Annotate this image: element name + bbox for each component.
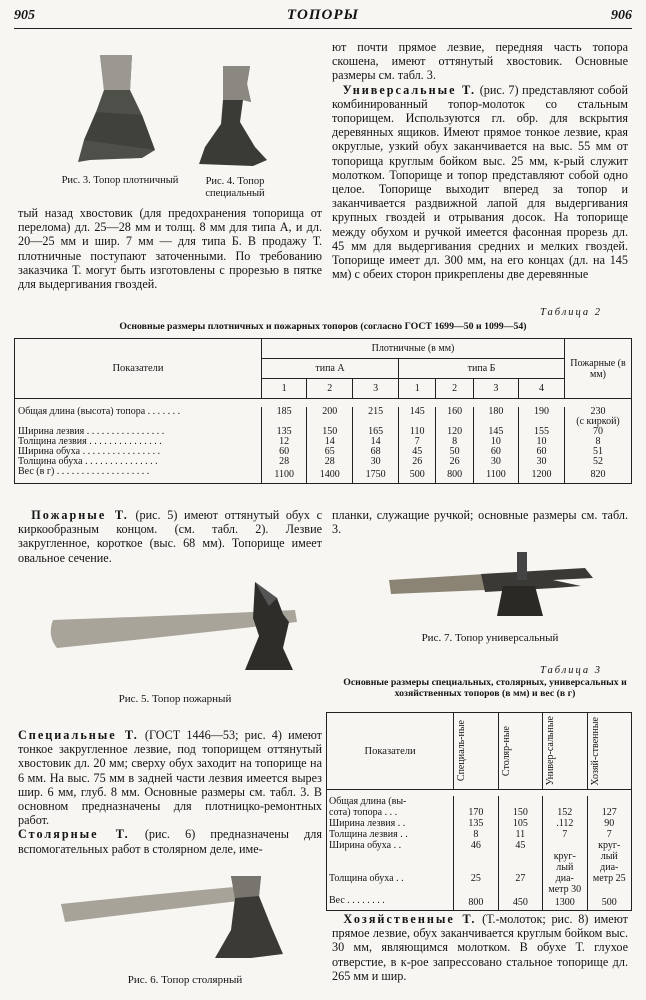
table-2-cell: 14 [353,437,399,447]
table-2 [14,338,632,484]
table-2-cell: 8 [436,437,473,447]
table-2-cell: (с киркой) [565,417,632,427]
table-2-cell: 135 [262,427,307,437]
table-3-cell [587,796,631,807]
table-2-cell: 1100 [262,467,307,484]
table-3-cell [498,884,542,895]
table-2-cell: 1750 [353,467,399,484]
table-3-cell: 135 [454,818,498,829]
figure-4-caption: Рис. 4. Топор специальный [205,176,265,199]
table-3-cell: лый [587,851,631,862]
table-2-cell: 190 [519,407,565,417]
table-3-cell: 90 [587,818,631,829]
household-axes-lead: Хозяйственные Т. [343,912,477,926]
universal-axes-text: (рис. 7) представляют собой комбинированный топор-молоток со стальным топорищем. Используются гл. обр. для вскрытия деревянных ящиков. Имеют прямое тонкое лезвие, края округлые, узкий обух заканчивается на выс. 55 мм от топорища круглым бойком выс. 25 мм, к-рый служит молотком. Топорище и топор представляют собой одно целое. Топорище выходит вперед за топор и заканчивается раздвижной лапой для выдергивания крупных гвоздей и отрывания досок. На топорище между обухом и ручкой имеется фасонная прорезь дл. 45 мм для выдергивания средних и мелких гвоздей. Топорище имеет дл. 300 мм, на его концах (дл. на 145 мм) с обеих сторон прикреплены две деревянные [332,82,629,282]
table-2-cell: 145 [473,427,518,437]
table-3 [326,712,632,911]
page-number-right: 906 [611,8,632,23]
paragraph-special-axes [18,728,322,856]
table-3-cell: 152 [543,807,587,818]
table-2-cell: 68 [353,447,399,457]
figure-4-special-axe [195,62,285,172]
table-2-cell: 200 [307,407,353,417]
table-2-header-param: Показатели [15,339,262,399]
paragraph-fire-axes [18,508,322,565]
table-2-cell: 230 [565,407,632,417]
table-2-cell: 28 [262,457,307,467]
table-2-cell: 150 [307,427,353,437]
table-3-cell [498,862,542,873]
table-2-cell: 8 [565,437,632,447]
table-2-cell: 60 [262,447,307,457]
paragraph-household-axes [332,912,628,983]
table-2-cell: 30 [353,457,399,467]
table-2-cell: 165 [353,427,399,437]
figure-6-caption: Рис. 6. Топор столярный [127,974,243,986]
table-3-cell: .112 [543,818,587,829]
table-2-header-type-a: типа А [262,359,399,379]
table-2-subcol: 3 [353,379,399,399]
table-2-cell: 800 [436,467,473,484]
table-2-cell: 820 [565,467,632,484]
table-2-subcol: 1 [262,379,307,399]
table-row [15,467,632,484]
table-3-cell: 150 [498,807,542,818]
table-3-cell [454,862,498,873]
fire-axes-text: (рис. 5) имеют оттянутый обух с киркообразным концом. (см. табл. 2). Лезвие закругленное, короткое (выс. 68 мм). Топорище имеет овальное сечение. [18,508,322,565]
joiner-axes-lead: Столярные Т. [18,827,130,842]
table-3-row-label: сота) топора . . . [327,807,454,818]
table-3-cell: 25 [454,873,498,884]
table-2-row-label: Толщина обуха . . . . . . . . . . . . . . . [15,457,262,467]
table-2-title: Основные размеры плотничных и пожарных топоров (согласно ГОСТ 1699—50 и 1099—54) [119,321,527,332]
figure-7-universal-axe [385,550,595,625]
table-3-cell: диа- [543,873,587,884]
table-2-row-label: Вес (в г) . . . . . . . . . . . . . . . . . . . [15,467,262,484]
table-2-subcol: 1 [399,379,436,399]
table-3-cell: 8 [454,829,498,840]
table-2-header-fire: Пожарные (в мм) [565,339,632,399]
table-2-cell: 155 [519,427,565,437]
table-2-cell: 160 [436,407,473,417]
table-2-cell: 28 [307,457,353,467]
table-3-row-label: Вес . . . . . . . . [327,895,454,911]
table-3-cell: 46 [454,840,498,851]
table-3-label: Таблица 3 [540,665,603,676]
figure-5-fire-axe [45,578,305,683]
table-row [15,407,632,417]
table-3-cell: 45 [498,840,542,851]
table-3-cell: метр 30 [543,884,587,895]
paragraph-right-column [332,40,628,281]
table-2-row-label: Ширина лезвия . . . . . . . . . . . . . . . . [15,427,262,437]
table-row [327,862,632,873]
table-3-header-col: Специаль-ные [456,720,468,782]
table-row [327,895,632,911]
special-axes-text: (ГОСТ 1446—53; рис. 4) имеют тонкое закругленное лезвие, под топорищем оттянутый хвостовик дл. 20 мм; сверху обух заходит на топорище на 6 мм. На выс. 75 мм в задней части лезвия имеется вырез шир. 6 мм, глуб. 8 мм. Основные размеры см. табл. 3. В основном предназначены для плотницко-ремонтных работ. [18,728,322,828]
table-3-cell [454,851,498,862]
table-2-cell: 30 [473,457,518,467]
table-3-cell: 450 [498,895,542,911]
table-2-subcol: 3 [473,379,518,399]
table-3-cell: 1300 [543,895,587,911]
table-3-cell: 170 [454,807,498,818]
table-3-header-col: Универ-сальные [545,716,557,786]
running-title: ТОПОРЫ [286,7,360,23]
page-header [14,6,632,29]
table-3-row-label: Толщина обуха . . [327,873,454,884]
table-row [327,851,632,862]
table-3-cell [587,884,631,895]
table-3-cell: 500 [587,895,631,911]
table-2-row-label: Толщина лезвия . . . . . . . . . . . . . . . [15,437,262,447]
table-2-cell: 14 [307,437,353,447]
fire-axes-lead: Пожарные Т. [31,508,129,522]
table-2-cell: 10 [519,437,565,447]
table-3-row-label: Ширина лезвия . . [327,818,454,829]
table-2-cell: 10 [473,437,518,447]
table-3-cell [498,796,542,807]
figure-3-carpenter-axe [70,50,180,165]
table-2-header-type-b: типа Б [399,359,565,379]
table-2-cell: 26 [399,457,436,467]
table-3-cell: 7 [587,829,631,840]
table-3-cell: круг- [587,840,631,851]
table-2-cell: 60 [519,447,565,457]
table-2-cell: 52 [565,457,632,467]
table-3-cell: 105 [498,818,542,829]
table-2-cell: 500 [399,467,436,484]
table-3-cell: диа- [587,862,631,873]
table-2-row-label: Ширина обуха . . . . . . . . . . . . . . . . [15,447,262,457]
table-3-cell: метр 25 [587,873,631,884]
table-3-header-col: Столяр-ные [500,725,512,777]
figure-3-caption: Рис. 3. Топор плотничный [61,175,179,186]
table-2-cell: 12 [262,437,307,447]
table-3-cell: 127 [587,807,631,818]
table-3-row-label [327,851,454,862]
table-3-cell: 11 [498,829,542,840]
table-2-cell: 180 [473,407,518,417]
figure-6-joiner-axe [55,868,305,968]
special-axes-lead: Специальные Т. [18,728,139,742]
table-2-cell: 70 [565,427,632,437]
table-2-cell: 50 [436,447,473,457]
table-2-cell: 45 [399,447,436,457]
table-2-cell: 110 [399,427,436,437]
table-2-cell: 51 [565,447,632,457]
table-3-row-label: Ширина обуха . . [327,840,454,851]
table-3-cell: 7 [543,829,587,840]
table-row [327,840,632,851]
page-number-left: 905 [14,8,35,23]
table-2-cell: 26 [436,457,473,467]
table-3-row-label: Толщина лезвия . . [327,829,454,840]
table-2-subcol: 2 [307,379,353,399]
table-3-cell: 27 [498,873,542,884]
universal-axes-lead: Универсальные Т. [342,82,477,97]
table-3-cell: лый [543,862,587,873]
table-3-cell: круг- [543,851,587,862]
table-2-cell: 1400 [307,467,353,484]
table-2-header-carpenter: Плотничные (в мм) [262,339,565,359]
household-axes-text: (Т.-молоток; рис. 8) имеют прямое лезвие, обух заканчивается круглым бойком выс. 30 мм, являющимся молотком. В обухе Т. глухое отверстие, в к-рое запрессовано стальное топорище дл. 265 мм и шир. [332,912,628,983]
table-3-row-label [327,884,454,895]
figure-7-caption: Рис. 7. Топор универсальный [421,632,559,644]
table-2-cell: 1100 [473,467,518,484]
table-row [327,818,632,829]
table-2-cell: 60 [473,447,518,457]
table-3-header-col: Хозяй-ственные [589,716,601,786]
table-row [327,884,632,895]
table-3-cell [498,851,542,862]
table-2-cell: 145 [399,407,436,417]
paragraph-carpenter-continued: тый назад хвостовик (для предохранения топорища от перелома) дл. 25—28 мм и толщ. 8 мм для типа А, и дл. 20—25 мм и шир. 7 мм — для типа Б. В продажу Т. плотничные поступают заточенными. По требованию заказчика Т. могут быть изготовлены с прорезью в пятке для выдергивания гвоздей. [18,206,322,292]
table-3-cell [543,796,587,807]
table-2-cell: 7 [399,437,436,447]
figure-5-caption: Рис. 5. Топор пожарный [118,693,232,705]
table-2-cell: 215 [353,407,399,417]
table-2-cell: 65 [307,447,353,457]
table-2-cell: 30 [519,457,565,467]
table-3-cell: 800 [454,895,498,911]
table-2-cell: 1200 [519,467,565,484]
table-3-cell [543,840,587,851]
table-3-header-param: Показатели [327,713,454,790]
table-3-row-label: Общая длина (вы- [327,796,454,807]
paragraph-universal-end: планки, служащие ручкой; основные размеры см. табл. 3. [332,508,628,537]
table-row [327,796,632,807]
table-row [327,829,632,840]
table-3-row-label [327,862,454,873]
joiner-axes-text: (рис. 6) предназначены для вспомогательных работ в столярном деле, име- [18,827,322,856]
table-3-cell [454,884,498,895]
table-3-cell [454,796,498,807]
paragraph-prev-ending: ют почти прямое лезвие, передняя часть топора скошена, имеют оттянутый хвостовик. Основные размеры см. табл. 3. [332,40,628,83]
table-2-cell: 120 [436,427,473,437]
table-row [327,807,632,818]
table-2-subcol: 2 [436,379,473,399]
table-row [327,873,632,884]
table-2-subcol: 4 [519,379,565,399]
table-3-title: Основные размеры специальных, столярных, универсальных и хозяйственных топоров (в мм) и вес (в г) [343,677,627,699]
table-2-cell: 185 [262,407,307,417]
table-2-row-label: Общая длина (высота) топора . . . . . . . [15,407,262,417]
table-2-label: Таблица 2 [540,307,603,318]
